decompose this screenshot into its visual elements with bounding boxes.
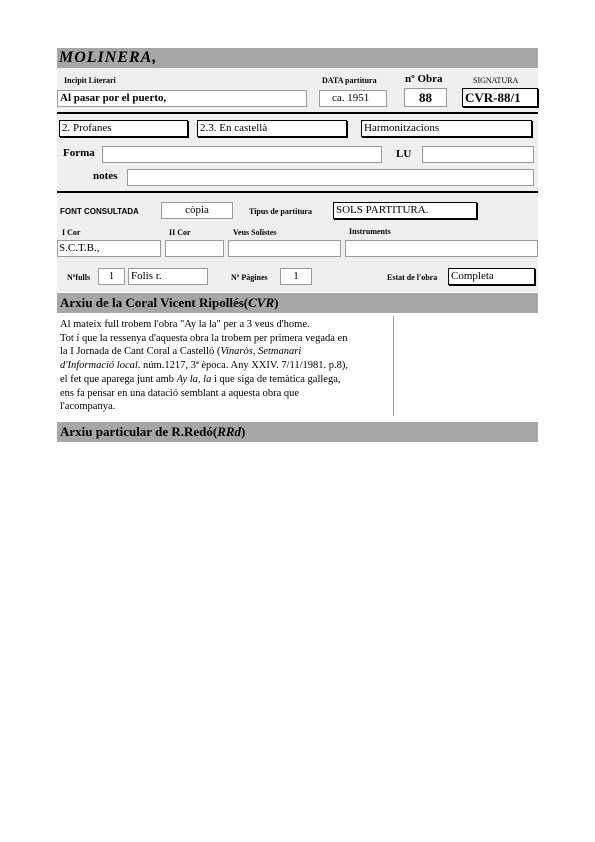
archive-rrd-title-abbr: RRd xyxy=(217,424,242,439)
data-partitura-value: ca. 1951 xyxy=(332,92,370,104)
archive-cvr-text-segment: Tot i que la ressenya d'aquesta obra la trobem per primera vegada en xyxy=(60,332,348,344)
tipus-partitura-value: SOLS PARTITURA. xyxy=(336,204,429,216)
estat-obra-label: Estat de l'obra xyxy=(387,273,438,282)
data-partitura-label: DATA partitura xyxy=(322,76,377,85)
instruments-label: Instruments xyxy=(349,227,391,236)
archive-cvr-title-abbr: CVR xyxy=(248,295,275,310)
ii-cor-value xyxy=(166,241,223,243)
archive-cvr-text-segment: d'Informació local xyxy=(60,360,138,372)
incipit-value: Al pasar por el puerto, xyxy=(60,92,167,104)
archive-rrd-title-close: ) xyxy=(241,424,246,439)
archive-cvr-title xyxy=(60,295,279,311)
archive-cvr-text-segment: i que siga de temàtica gallega, xyxy=(211,373,341,385)
archive-rrd-header xyxy=(57,422,538,442)
archive-cvr-text-segment: el fet que aparega junt amb xyxy=(60,373,177,385)
n-obra-label: nº Obra xyxy=(405,73,443,85)
ii-cor-field[interactable] xyxy=(165,240,224,257)
archive-cvr-body xyxy=(60,318,390,414)
forma-field[interactable] xyxy=(102,146,382,163)
archive-cvr-text-segment: l'acompanya. xyxy=(60,401,116,413)
folis-field[interactable] xyxy=(128,268,208,285)
lu-field[interactable] xyxy=(422,146,534,163)
i-cor-field[interactable] xyxy=(57,240,161,257)
tipus-partitura-field[interactable] xyxy=(333,202,477,219)
estat-obra-field[interactable] xyxy=(448,268,535,285)
n-pagines-value: 1 xyxy=(293,270,299,282)
instruments-field[interactable] xyxy=(345,240,538,257)
forma-label: Forma xyxy=(63,147,95,159)
page-title: MOLINERA, xyxy=(59,49,158,66)
notes-label: notes xyxy=(93,170,118,182)
n-pagines-field[interactable] xyxy=(280,268,312,285)
n-obra-value: 88 xyxy=(419,90,432,105)
veus-solistes-field[interactable] xyxy=(228,240,341,257)
instruments-value xyxy=(346,241,537,243)
font-consultada-label: FONT CONSULTADA xyxy=(60,207,139,216)
i-cor-value: S.C.T.B., xyxy=(59,242,100,254)
font-consultada-field[interactable] xyxy=(161,202,233,219)
archive-cvr-column-divider xyxy=(393,316,394,416)
estat-obra-value: Completa xyxy=(451,270,494,282)
folis-value: Folis r. xyxy=(131,270,162,282)
data-partitura-field[interactable] xyxy=(319,90,387,107)
subcategory-value: 2.3. En castellà xyxy=(200,122,268,134)
category-field[interactable] xyxy=(59,120,188,137)
archive-cvr-text-segment: la I Jornada de Cant Coral a Castelló ( xyxy=(60,346,221,358)
title-bar xyxy=(57,48,538,68)
type-value: Harmonitzacions xyxy=(364,122,440,134)
archive-cvr-text-segment: Vinaròs, Setmanari xyxy=(220,346,302,358)
category-value: 2. Profanes xyxy=(62,122,112,134)
incipit-field[interactable] xyxy=(57,90,307,107)
tipus-partitura-label: Tipus de partitura xyxy=(249,207,312,216)
ii-cor-label: II Cor xyxy=(169,228,191,237)
archive-cvr-text-line xyxy=(60,345,390,359)
notes-value xyxy=(128,170,533,172)
nfulls-value: 1 xyxy=(108,270,115,282)
veus-solistes-value xyxy=(229,241,340,243)
signatura-label: SIGNATURA xyxy=(473,76,519,85)
signatura-field[interactable] xyxy=(462,88,538,107)
archive-cvr-text-line xyxy=(60,373,390,387)
lu-value xyxy=(423,147,533,149)
archive-rrd-title xyxy=(60,424,245,440)
n-pagines-label: Nº Pàgines xyxy=(231,273,268,282)
forma-value xyxy=(103,147,381,149)
archive-cvr-text-line xyxy=(60,400,390,414)
archive-cvr-text-segment: Al mateix full trobem l'obra "Ay la la" per a 3 veus d'home. xyxy=(60,319,310,330)
archive-cvr-title-text: Arxiu de la Coral Vicent Ripollés( xyxy=(60,295,249,310)
archive-cvr-text-segment: Ay la, la xyxy=(176,373,212,385)
nfulls-field[interactable] xyxy=(98,268,125,285)
subcategory-field[interactable] xyxy=(197,120,347,137)
archive-cvr-text-line xyxy=(60,387,390,401)
nfulls-label: Nºfulls xyxy=(67,273,91,282)
veus-solistes-label: Veus Solistes xyxy=(233,228,277,237)
archive-cvr-header xyxy=(57,293,538,313)
i-cor-label: I Cor xyxy=(62,228,81,237)
archive-cvr-text-segment: . núm.1217, 3ª època. Any XXIV. 7/11/1981. p.8), xyxy=(137,360,349,372)
archive-cvr-text-line xyxy=(60,359,390,373)
n-obra-field[interactable] xyxy=(404,88,447,107)
archive-rrd-title-text: Arxiu particular de R.Redó( xyxy=(60,424,218,439)
archive-cvr-title-close: ) xyxy=(274,295,279,310)
incipit-label: Incipit Literari xyxy=(64,76,116,85)
signatura-value: CVR-88/1 xyxy=(465,90,521,105)
lu-label: LU xyxy=(396,148,412,160)
archive-cvr-text-segment: ens fa pensar en una datació semblant a aquesta obra que xyxy=(60,387,300,399)
notes-field[interactable] xyxy=(127,169,534,186)
type-field[interactable] xyxy=(361,120,532,137)
archive-cvr-text-line xyxy=(60,318,390,332)
archive-cvr-text-line xyxy=(60,332,390,346)
font-consultada-value: còpia xyxy=(185,204,209,216)
